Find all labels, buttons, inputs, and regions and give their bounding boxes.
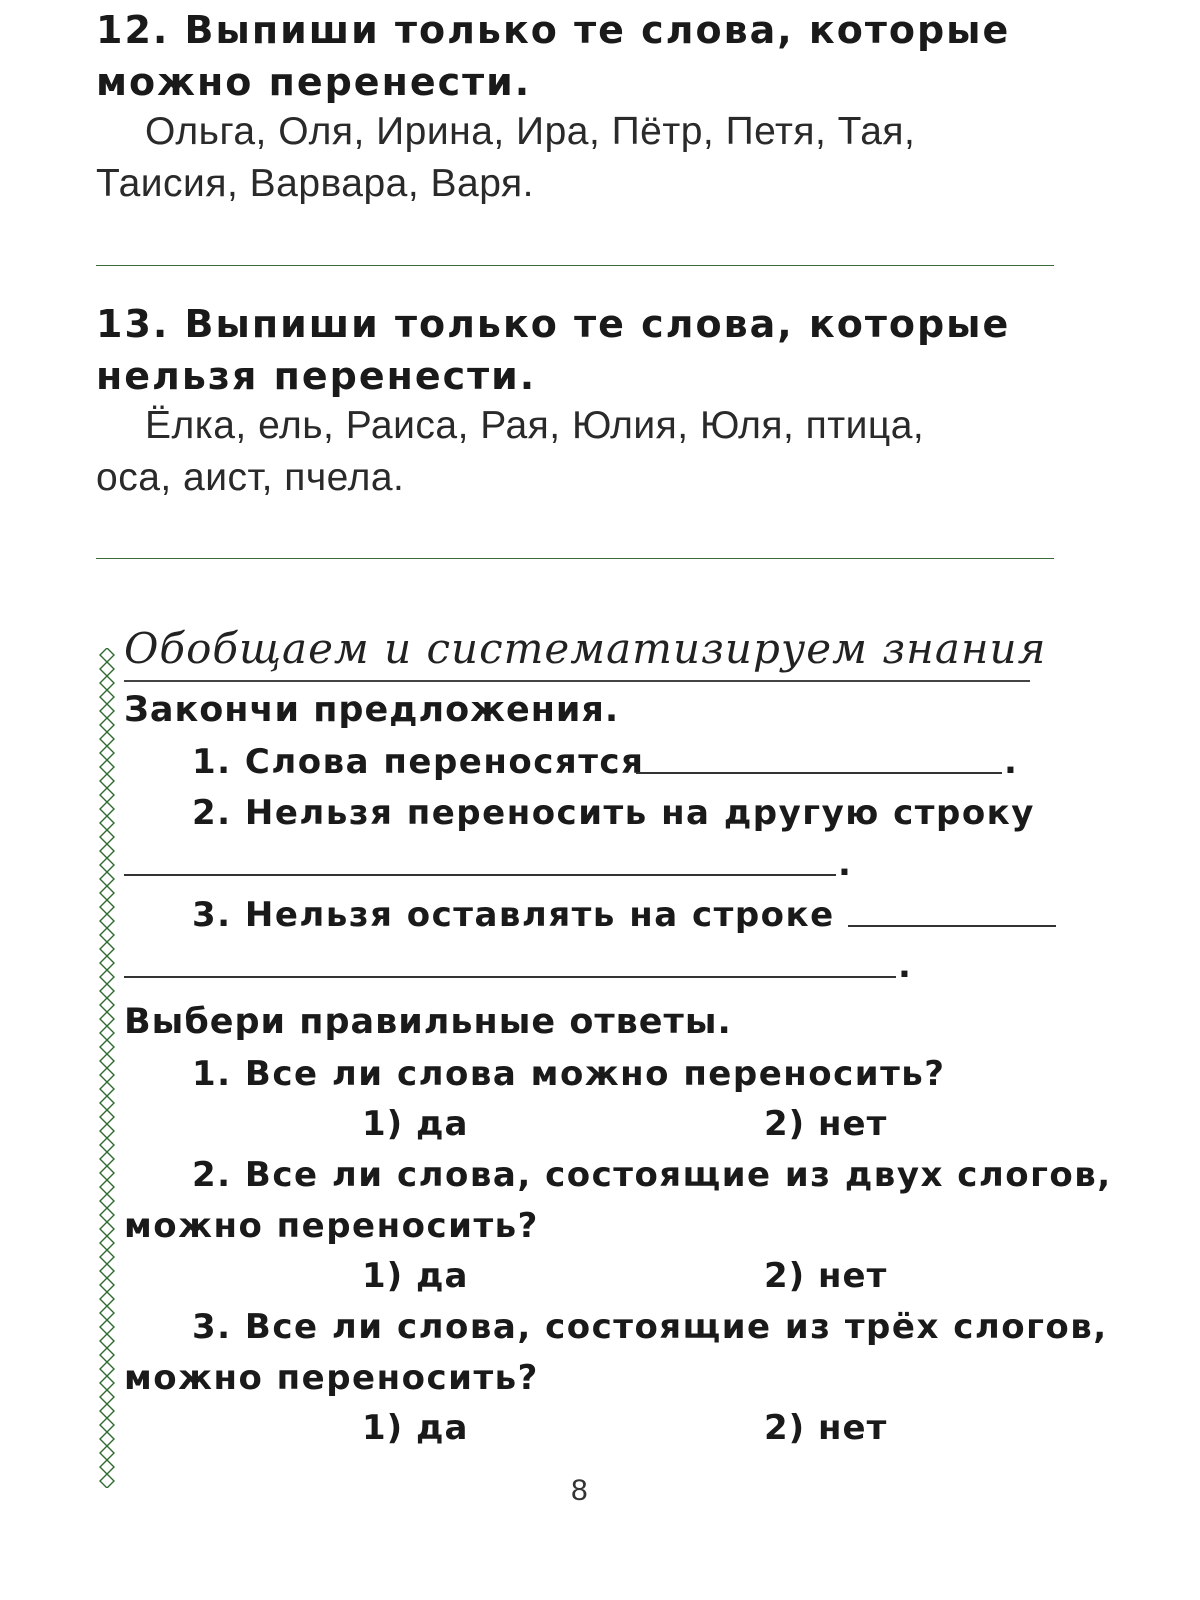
- q2-option-no[interactable]: 2) нет: [764, 1256, 888, 1296]
- border-diamond: [100, 732, 114, 746]
- question-3-line2: можно переносить?: [124, 1358, 539, 1398]
- task12-title-line1: 12. Выпиши только те слова, которые: [96, 8, 1011, 52]
- border-diamond: [100, 1026, 114, 1040]
- task13-title-line1: 13. Выпиши только те слова, которые: [96, 302, 1011, 346]
- task12-answer-line[interactable]: [96, 265, 1054, 266]
- border-diamond: [100, 1096, 114, 1110]
- border-diamond: [100, 956, 114, 970]
- border-diamond: [100, 1012, 114, 1026]
- q3-option-no[interactable]: 2) нет: [764, 1408, 888, 1448]
- border-diamond: [100, 802, 114, 816]
- border-diamond: [100, 1376, 114, 1390]
- border-diamond: [100, 746, 114, 760]
- border-diamond: [100, 1418, 114, 1432]
- question-1: 1. Все ли слова можно переносить?: [192, 1054, 946, 1094]
- border-diamond: [100, 1054, 114, 1068]
- border-diamond: [100, 718, 114, 732]
- q2-option-yes[interactable]: 1) да: [362, 1256, 469, 1296]
- border-diamond: [100, 1264, 114, 1278]
- border-diamond: [100, 1166, 114, 1180]
- task12-words-line1: Ольга, Оля, Ирина, Ира, Пётр, Петя, Тая,: [145, 110, 916, 153]
- task13-words-line2: оса, аист, пчела.: [96, 456, 405, 499]
- task13-words-line1: Ёлка, ель, Раиса, Рая, Юлия, Юля, птица,: [145, 404, 925, 447]
- finish-item-3: 3. Нельзя оставлять на строке: [192, 895, 835, 935]
- border-diamond: [100, 1432, 114, 1446]
- border-diamond: [100, 886, 114, 900]
- border-diamond: [100, 1236, 114, 1250]
- border-diamond: [100, 1152, 114, 1166]
- border-diamond: [100, 1138, 114, 1152]
- border-diamond: [100, 844, 114, 858]
- border-diamond: [100, 1474, 114, 1488]
- task13-title-line2: нельзя перенести.: [96, 354, 537, 398]
- border-diamond: [100, 900, 114, 914]
- border-diamond: [100, 704, 114, 718]
- border-diamond: [100, 816, 114, 830]
- border-diamond: [100, 1222, 114, 1236]
- finish-item-3-blank-a[interactable]: [848, 925, 1056, 927]
- border-diamond: [100, 760, 114, 774]
- finish-item-2: 2. Нельзя переносить на другую строку: [192, 793, 1035, 833]
- border-diamond: [100, 928, 114, 942]
- question-2-line1: 2. Все ли слова, состоящие из двух слогов,: [192, 1155, 1112, 1195]
- question-2-line2: можно переносить?: [124, 1206, 539, 1246]
- border-diamond: [100, 1278, 114, 1292]
- border-diamond: [100, 1208, 114, 1222]
- border-diamond: [100, 1292, 114, 1306]
- border-diamond: [100, 774, 114, 788]
- question-3-line1: 3. Все ли слова, состоящие из трёх слогов,: [192, 1307, 1108, 1347]
- border-diamond: [100, 1306, 114, 1320]
- q1-option-no[interactable]: 2) нет: [764, 1104, 888, 1144]
- border-diamond: [100, 1446, 114, 1460]
- q1-option-yes[interactable]: 1) да: [362, 1104, 469, 1144]
- border-diamond: [100, 1250, 114, 1264]
- border-diamond: [100, 998, 114, 1012]
- border-diamond: [100, 984, 114, 998]
- border-diamond: [100, 1348, 114, 1362]
- border-diamond: [100, 830, 114, 844]
- q3-option-yes[interactable]: 1) да: [362, 1408, 469, 1448]
- page-number: 8: [571, 1474, 588, 1507]
- border-diamond: [100, 914, 114, 928]
- border-diamond: [100, 872, 114, 886]
- border-diamond: [100, 1082, 114, 1096]
- section-title: Обобщаем и систематизируем знания: [124, 624, 1047, 673]
- section-title-underline: [124, 680, 1030, 682]
- border-diamond: [100, 858, 114, 872]
- diamond-chain-border-icon: [96, 648, 118, 1488]
- border-diamond: [100, 970, 114, 984]
- finish-item-1-blank[interactable]: [636, 772, 1002, 774]
- border-diamond: [100, 1110, 114, 1124]
- border-diamond: [100, 662, 114, 676]
- border-diamond: [100, 1320, 114, 1334]
- finish-item-3-blank-b[interactable]: [124, 976, 896, 978]
- border-diamond: [100, 676, 114, 690]
- border-diamond: [100, 1180, 114, 1194]
- border-diamond: [100, 942, 114, 956]
- border-diamond: [100, 1068, 114, 1082]
- finish-heading: Закончи предложения.: [124, 690, 620, 730]
- finish-item-2-period: .: [838, 844, 853, 884]
- border-diamond: [100, 1362, 114, 1376]
- border-diamond: [100, 1404, 114, 1418]
- border-diamond: [100, 1040, 114, 1054]
- task12-words-line2: Таисия, Варвара, Варя.: [96, 162, 534, 205]
- border-diamond: [100, 690, 114, 704]
- task13-answer-line[interactable]: [96, 558, 1054, 559]
- finish-item-2-blank[interactable]: [124, 874, 836, 876]
- finish-item-1: 1. Слова переносятся: [192, 742, 645, 782]
- border-diamond: [100, 788, 114, 802]
- finish-item-1-period: .: [1004, 742, 1019, 782]
- border-diamond: [100, 1194, 114, 1208]
- border-diamond: [100, 1460, 114, 1474]
- border-diamond: [100, 1124, 114, 1138]
- border-diamond: [100, 1334, 114, 1348]
- border-diamond: [100, 1390, 114, 1404]
- border-diamond: [100, 648, 114, 662]
- finish-item-3-period: .: [898, 946, 913, 986]
- choose-heading: Выбери правильные ответы.: [124, 1002, 732, 1042]
- task12-title-line2: можно перенести.: [96, 60, 532, 104]
